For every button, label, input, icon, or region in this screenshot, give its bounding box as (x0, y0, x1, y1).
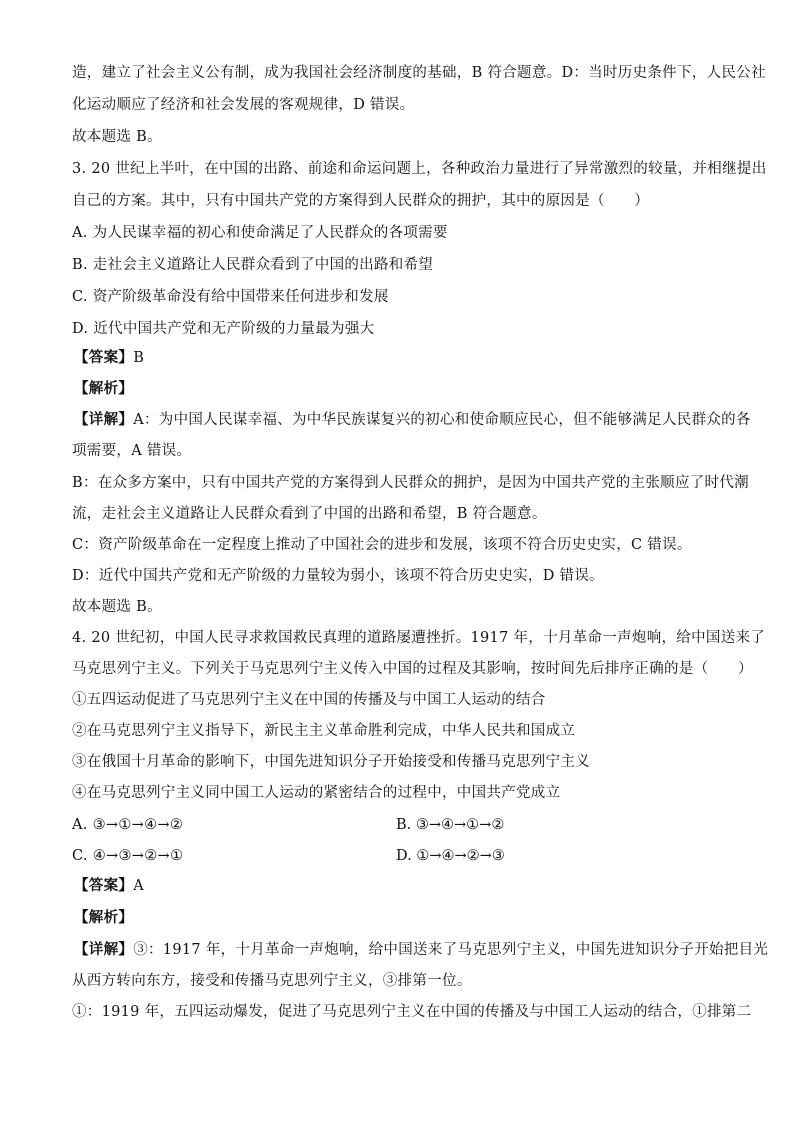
text-line: C：资产阶级革命在一定程度上推动了中国社会的进步和发展，该项不符合历史史实，C 错误。 (72, 537, 692, 553)
statement-2: ②在马克思列宁主义指导下，新民主主义革命胜利完成，中华人民共和国成立 (72, 723, 576, 739)
question-3-stem: 3. 20 世纪上半叶，在中国的出路、前途和命运问题上，各种政治力量进行了异常激烈的较量，并相继提出 (72, 161, 767, 177)
answer-value: B (133, 350, 145, 366)
statement-1: ①五四运动促进了马克思列宁主义在中国的传播及与中国工人运动的结合 (72, 692, 546, 708)
option-b: B. ③→④→①→② (396, 817, 505, 833)
option-a: A. ③→①→④→② (72, 817, 184, 833)
text-line: 造，建立了社会主义公有制，成为我国社会经济制度的基础，B 符合题意。D：当时历史条件下，人民公社 (72, 65, 766, 81)
detail-tag: 【详解】 (74, 941, 134, 958)
answer-line (74, 348, 724, 368)
answer-tag: 【答案】 (74, 349, 134, 366)
option-d: D. 近代中国共产党和无产阶级的力量最为强大 (72, 321, 375, 337)
detail-line: 【详解】A：为中国人民谋幸福、为中华民族谋复兴的初心和使命顺应民心，但不能够满足人民群众的各 (74, 411, 751, 428)
text-line: 故本题选 B。 (72, 599, 162, 615)
text-line: 流，走社会主义道路让人民群众看到了中国的出路和希望，B 符合题意。 (72, 506, 547, 522)
question-4-stem: 马克思列宁主义。下列关于马克思列宁主义传入中国的过程及其影响，按时间先后排序正确的是（ ） (72, 661, 753, 677)
text-line: 从西方转向东方，接受和传播马克思列宁主义，③排第一位。 (72, 973, 472, 989)
statement-3: ③在俄国十月革命的影响下，中国先进知识分子开始接受和传播马克思列宁主义 (72, 754, 590, 770)
option-a: A. 为人民谋幸福的初心和使命满足了人民群众的各项需要 (72, 225, 448, 241)
option-b: B. 走社会主义道路让人民群众看到了中国的出路和希望 (72, 257, 434, 273)
analysis-tag: 【解析】 (74, 909, 134, 926)
analysis-tag: 【解析】 (74, 380, 134, 397)
detail-line: 【详解】③：1917 年，十月革命一声炮响，给中国送来了马克思列宁主义，中国先进知识分子开始把目光 (74, 941, 769, 958)
statement-4: ④在马克思列宁主义同中国工人运动的紧密结合的过程中，中国共产党成立 (72, 785, 561, 801)
text-line: 化运动顺应了经济和社会发展的客观规律，D 错误。 (72, 97, 415, 113)
answer-tag: 【答案】 (74, 877, 134, 894)
question-3-stem: 自己的方案。其中，只有中国共产党的方案得到人民群众的拥护，其中的原因是（ ） (72, 193, 650, 209)
option-c: C. 资产阶级革命没有给中国带来任何进步和发展 (72, 289, 389, 305)
text-line: 故本题选 B。 (72, 129, 162, 145)
answer-line (74, 876, 724, 896)
text-line: B：在众多方案中，只有中国共产党的方案得到人民群众的拥护，是因为中国共产党的主张顺应了时代潮 (72, 475, 749, 491)
text-line: D：近代中国共产党和无产阶级的力量较为弱小，该项不符合历史史实，D 错误。 (72, 568, 604, 584)
detail-tag: 【详解】 (74, 411, 134, 428)
question-4-stem: 4. 20 世纪初，中国人民寻求救国救民真理的道路屡遭挫折。1917 年，十月革命一声炮响，给中国送来了 (72, 630, 766, 646)
answer-value: A (133, 878, 144, 894)
option-c: C. ④→③→②→① (72, 848, 184, 864)
option-d: D. ①→④→②→③ (396, 848, 505, 864)
text-line: ①：1919 年，五四运动爆发，促进了马克思列宁主义在中国的传播及与中国工人运动的结合，①排第二 (72, 1004, 752, 1020)
text-line: 项需要，A 错误。 (72, 443, 192, 459)
